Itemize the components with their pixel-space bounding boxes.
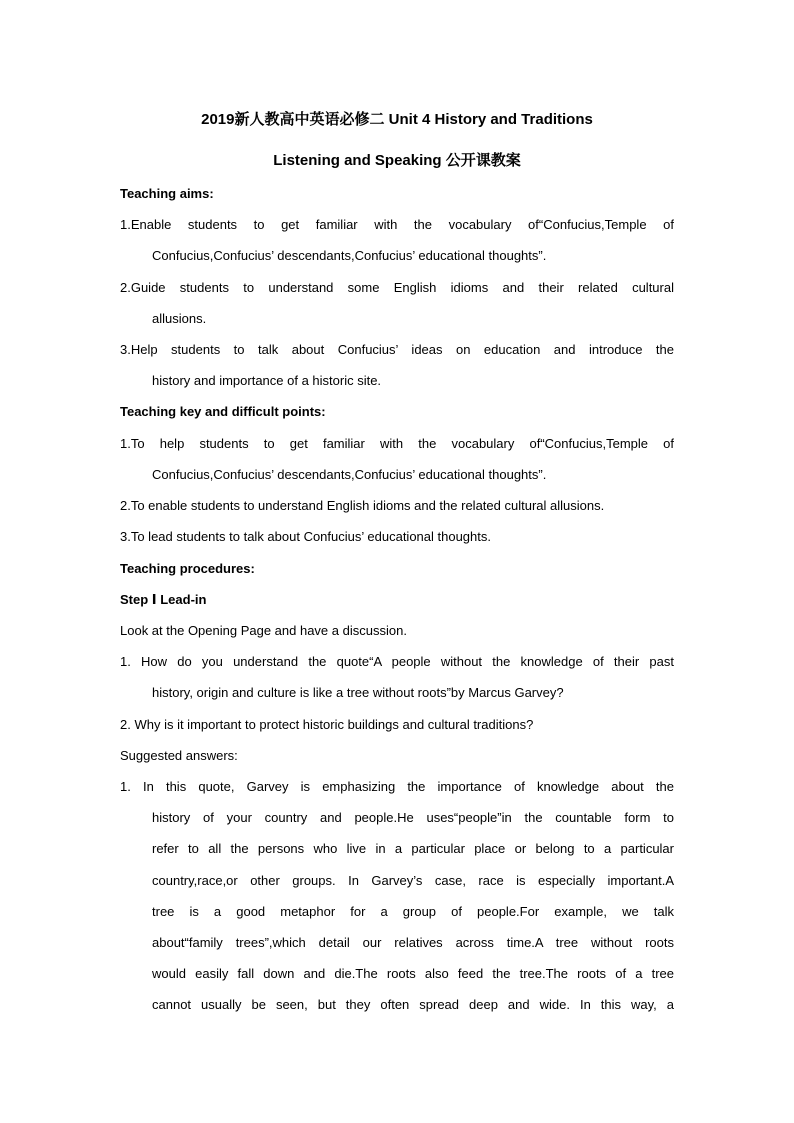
question-1-line-1: 1. How do you understand the quote“A people without the knowledge of their past bbox=[120, 654, 674, 669]
aim-2-line-2: allusions. bbox=[152, 311, 207, 326]
document-subtitle: Listening and Speaking 公开课教案 bbox=[273, 152, 521, 169]
aim-3-line-1: 3.Help students to talk about Confucius’ ideas on education and introduce the bbox=[120, 342, 674, 357]
key-point-1-line-1: 1.To help students to get familiar with the vocabulary of“Confucius,Temple of bbox=[120, 436, 674, 451]
key-points-heading: Teaching key and difficult points: bbox=[120, 404, 326, 419]
step-1-heading: Step Ⅰ Lead-in bbox=[120, 592, 207, 607]
suggested-answers-label: Suggested answers: bbox=[120, 748, 238, 763]
aim-1-line-1: 1.Enable students to get familiar with the vocabulary of“Confucius,Temple of bbox=[120, 217, 674, 232]
key-point-1-line-2: Confucius,Confucius’ descendants,Confucius’ educational thoughts”. bbox=[152, 467, 547, 482]
step-1-intro: Look at the Opening Page and have a discussion. bbox=[120, 623, 407, 638]
key-point-3: 3.To lead students to talk about Confucius’ educational thoughts. bbox=[120, 529, 491, 544]
teaching-aims-heading: Teaching aims: bbox=[120, 186, 214, 201]
procedures-heading: Teaching procedures: bbox=[120, 561, 255, 576]
aim-3-line-2: history and importance of a historic site. bbox=[152, 373, 382, 388]
answer-1-line: refer to all the persons who live in a particular place or belong to a particular bbox=[152, 841, 674, 856]
answer-1-line: history of your country and people.He uses“people”in the countable form to bbox=[152, 810, 674, 825]
aim-1-line-2: Confucius,Confucius’ descendants,Confucius’ educational thoughts”. bbox=[152, 248, 547, 263]
answer-1-line: would easily fall down and die.The roots also feed the tree.The roots of a tree bbox=[152, 966, 674, 981]
answer-1-line: country,race,or other groups. In Garvey’s case, race is especially important.A bbox=[152, 873, 674, 888]
answer-1-line: about“family trees”,which detail our relatives across time.A tree without roots bbox=[152, 935, 674, 950]
aim-2-line-1: 2.Guide students to understand some English idioms and their related cultural bbox=[120, 280, 674, 295]
question-1-line-2: history, origin and culture is like a tree without roots”by Marcus Garvey? bbox=[152, 685, 564, 700]
document-title: 2019新人教高中英语必修二 Unit 4 History and Traditions bbox=[201, 111, 593, 128]
key-point-2: 2.To enable students to understand English idioms and the related cultural allusions. bbox=[120, 498, 605, 513]
question-2: 2. Why is it important to protect historic buildings and cultural traditions? bbox=[120, 717, 534, 732]
answer-1-line: cannot usually be seen, but they often spread deep and wide. In this way, a bbox=[152, 997, 674, 1012]
answer-1-line: 1. In this quote, Garvey is emphasizing the importance of knowledge about the bbox=[120, 779, 674, 794]
answer-1-line: tree is a good metaphor for a group of people.For example, we talk bbox=[152, 904, 674, 919]
